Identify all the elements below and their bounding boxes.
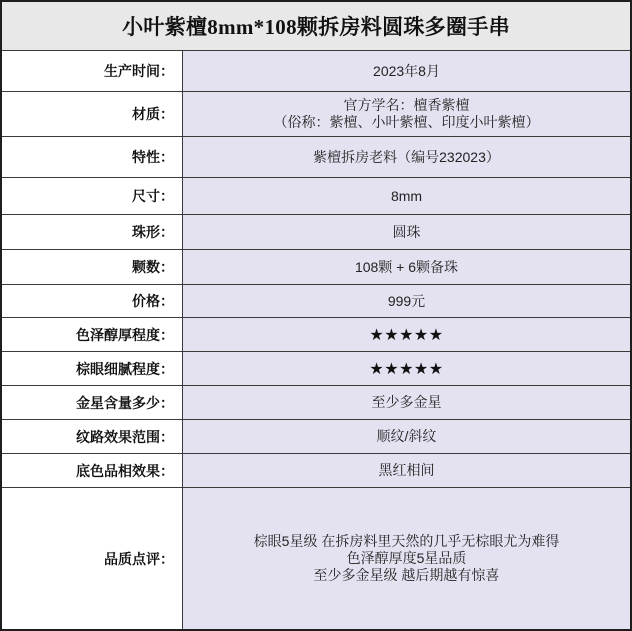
label-grain-pattern: 纹路效果范围： (2, 420, 182, 453)
product-title: 小叶紫檀8mm*108颗拆房料圆珠多圈手串 (2, 2, 630, 50)
gold-star-content-text: 至少多金星 (371, 394, 442, 410)
value-bead-count (183, 250, 630, 284)
feature-text: 紫檀拆房老料（编号232023） (313, 148, 500, 165)
pore-fineness-star-rating: ★★★★★ (369, 359, 444, 378)
bead-shape-text: 圆珠 (392, 223, 421, 240)
label-feature: 特性： (2, 137, 182, 177)
quality-review-line-2: 色泽醇厚度5星品质 (346, 550, 467, 566)
label-material: 材质： (2, 92, 182, 136)
size-text: 8mm (390, 187, 423, 204)
label-production-time: 生产时间： (2, 51, 182, 91)
price-text: 999元 (387, 292, 426, 309)
production-time-text: 2023年8月 (373, 62, 440, 79)
quality-review-line-1: 棕眼5星级 在拆房料里天然的几乎无棕眼尤为难得 (253, 533, 560, 549)
value-quality-review (183, 488, 630, 629)
label-size: 尺寸： (2, 178, 182, 214)
value-production-time (183, 51, 630, 91)
value-color-richness (183, 318, 630, 351)
bead-count-text: 108颗 + 6颗备珠 (354, 258, 459, 275)
label-bead-shape: 珠形： (2, 215, 182, 249)
material-common-names: （俗称：紫檀、小叶紫檀、印度小叶紫檀） (273, 114, 540, 130)
value-material (183, 92, 630, 136)
value-feature (183, 137, 630, 177)
label-gold-star-content: 金星含量多少： (2, 386, 182, 419)
label-bead-count: 颗数： (2, 250, 182, 284)
label-color-richness: 色泽醇厚程度： (2, 318, 182, 351)
quality-review-line-3: 至少多金星级 越后期越有惊喜 (313, 567, 500, 583)
value-price (183, 285, 630, 317)
grain-pattern-text: 顺纹/斜纹 (376, 428, 437, 444)
value-grain-pattern (183, 420, 630, 453)
value-pore-fineness (183, 352, 630, 385)
label-quality-review: 品质点评： (2, 488, 182, 629)
value-size (183, 178, 630, 214)
label-base-color: 底色品相效果： (2, 454, 182, 487)
base-color-text: 黑红相间 (378, 462, 435, 478)
value-bead-shape (183, 215, 630, 249)
color-richness-star-rating: ★★★★★ (369, 325, 444, 344)
label-price: 价格： (2, 285, 182, 317)
label-pore-fineness: 棕眼细腻程度： (2, 352, 182, 385)
material-official-name: 官方学名：檀香紫檀 (343, 97, 470, 113)
value-gold-star-content (183, 386, 630, 419)
value-base-color (183, 454, 630, 487)
